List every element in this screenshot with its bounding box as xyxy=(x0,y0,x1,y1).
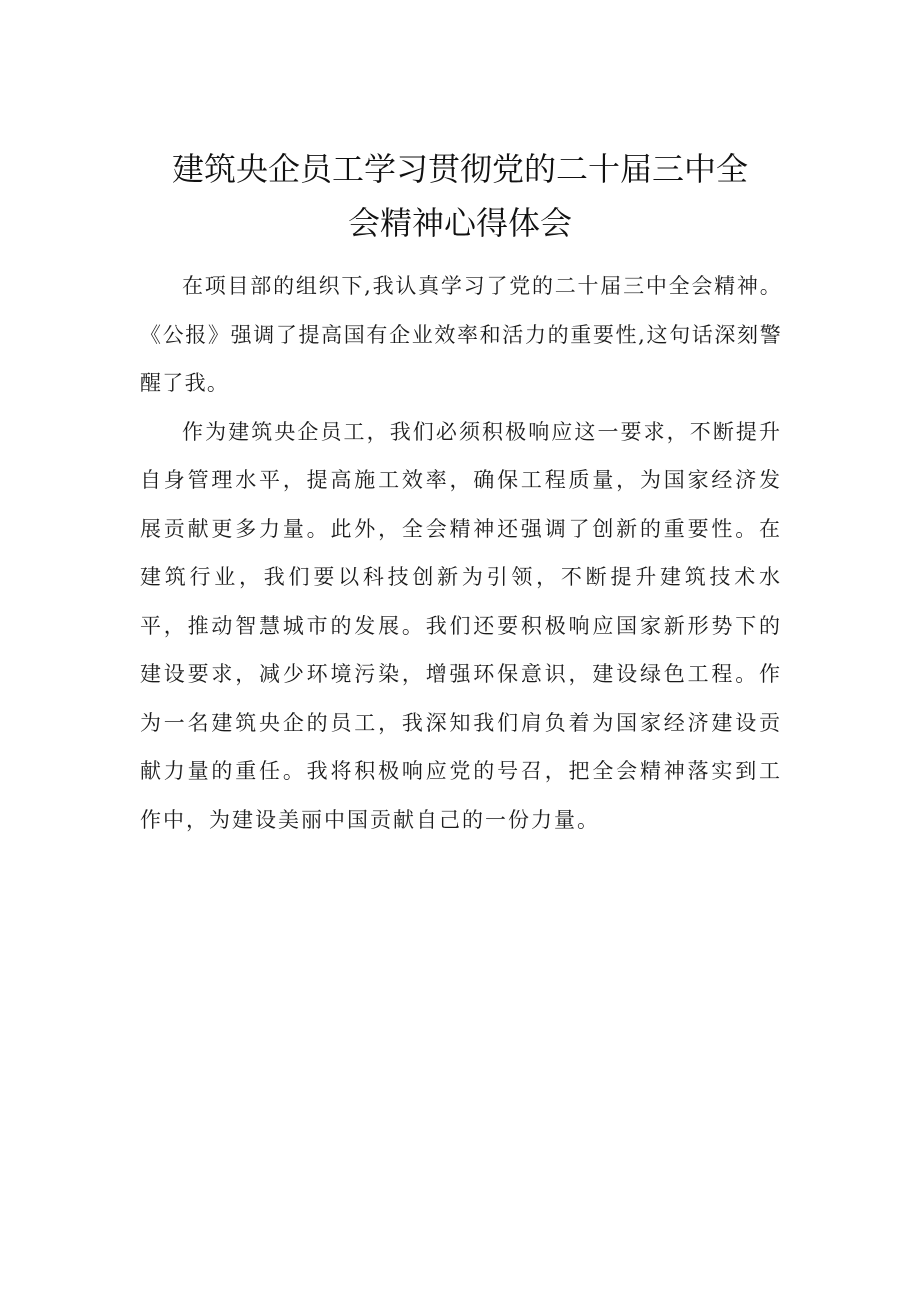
document-title-line-1: 建筑央企员工学习贯彻党的二十届三中全 xyxy=(171,150,748,188)
body-paragraph-2: 作为建筑央企员工，我们必须积极响应这一要求，不断提升自身管理水平，提高施工效率，确保工程质量，为国家经济发展贡献更多力量。此外，全会精神还强调了创新的重要性。在建筑行业，我们要以科技创新为引领，不断提升建筑技术水平，推动智慧城市的发展。我们还要积极响应国家新形势下的建设要求，减少环境污染，增强环保意识，建设绿色工程。作为一名建筑央企的员工，我深知我们肩负着为国家经济建设贡献力量的重任。我将积极响应党的号召，把全会精神落实到工作中，为建设美丽中国贡献自己的一份力量。 xyxy=(140,419,782,832)
document-body xyxy=(140,262,782,844)
body-paragraph-1: 在项目部的组织下,我认真学习了党的二十届三中全会精神。《公报》强调了提高国有企业效率和活力的重要性,这句话深刻警醒了我。 xyxy=(140,274,782,395)
document-title-line-2: 会精神心得体会 xyxy=(347,204,572,242)
document-title xyxy=(140,142,780,250)
